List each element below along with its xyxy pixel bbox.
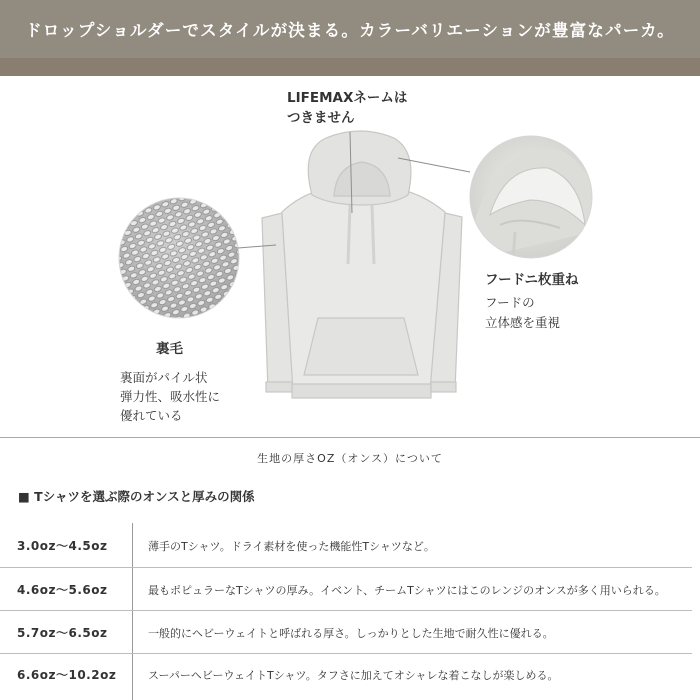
row-range: 5.7oz〜6.5oz — [17, 626, 108, 640]
row-separator — [0, 653, 692, 654]
callout-name-tag — [287, 88, 407, 128]
row-range: 6.6oz〜10.2oz — [17, 668, 117, 682]
table-row — [0, 656, 700, 693]
callout-fabric-line2: 弾力性、吸水性に — [120, 389, 221, 404]
section-divider — [0, 437, 700, 438]
oz-header: 生地の厚さOZ（オンス）について — [257, 452, 443, 465]
hood-detail-circle — [470, 136, 600, 262]
callout-hood-line2: 立体感を重視 — [485, 315, 561, 330]
callout-name-tag-line1: LIFEMAXネームは — [287, 90, 408, 106]
table-row — [0, 527, 700, 564]
row-description: 一般的にヘビーウェイトと呼ばれる厚さ。しっかりとした生地で耐久性に優れる。 — [148, 627, 554, 640]
row-separator — [0, 610, 692, 611]
row-description: 薄手のTシャツ。ドライ素材を使った機能性Tシャツなど。 — [148, 540, 435, 553]
oz-table-title: ■ Tシャツを選ぶ際のオンスと厚みの関係 — [18, 489, 255, 504]
callout-fabric — [120, 340, 220, 425]
callout-name-tag-line2: つきません — [287, 110, 355, 126]
callout-hood-title: フードニ枚重ね — [485, 272, 579, 288]
callout-hood — [485, 270, 579, 333]
row-range: 3.0oz〜4.5oz — [17, 539, 108, 553]
table-row — [0, 614, 700, 651]
hoodie-shape — [262, 131, 462, 398]
fabric-texture-circle — [110, 190, 250, 330]
row-range: 4.6oz〜5.6oz — [17, 583, 108, 597]
row-description: 最もポピュラーなTシャツの厚み。イベント、チームTシャツにはこのレンジのオンスが多く用いられる。 — [148, 584, 666, 597]
callout-hood-line1: フードの — [485, 295, 535, 310]
callout-fabric-title: 裏毛 — [156, 341, 183, 357]
callout-fabric-line3: 優れている — [120, 408, 183, 423]
banner-text: ドロップショルダーでスタイルが決まる。カラーバリエーションが豊富なパーカ。 — [25, 21, 675, 40]
row-description: スーパーヘビーウェイトTシャツ。タフさに加えてオシャレな着こなしが楽しめる。 — [148, 669, 559, 682]
callout-fabric-line1: 裏面がパイル状 — [120, 370, 208, 385]
row-separator — [0, 567, 692, 568]
table-row — [0, 571, 700, 608]
